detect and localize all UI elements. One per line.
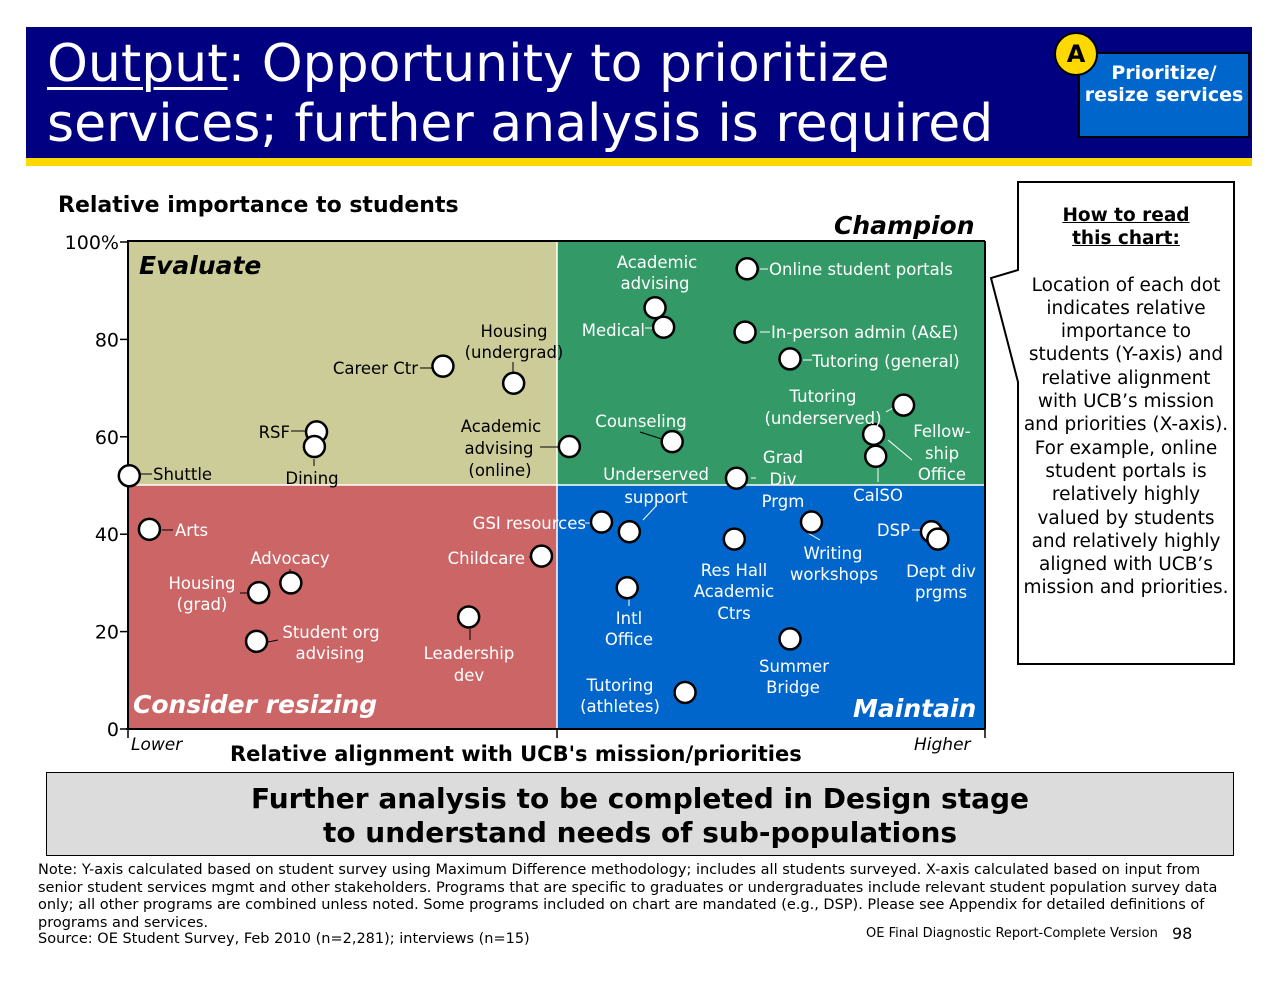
conclusion-line1: Further analysis to be completed in Design stage [250,782,1030,815]
conclusion-line2: to understand needs of sub-populations [322,816,958,849]
point-intl-office [617,577,638,598]
y-tick-label: 40 [94,524,119,547]
label-portals: Online student portals [769,260,953,279]
label-fellow-1: Fellow- [913,422,971,441]
label-graddiv-1: Grad [762,448,804,467]
label-underserved-2: support [624,488,688,507]
label-reshall-1: Res Hall [700,561,768,580]
label-underserved-1: Underserved [603,465,709,484]
point-res-hall-academic-ctrs [724,529,745,550]
label-calso: CalSO [853,486,903,505]
howto-text [1020,204,1232,600]
label-aa-online-1: Academic [460,417,542,436]
label-intl-1: Intl [615,609,643,628]
point-dining [304,436,325,457]
x-axis-high-label: Higher [914,735,971,755]
point-housing-undergrad [503,373,524,394]
point-leadership-dev [458,606,479,627]
label-tutoring-gen: Tutoring (general) [812,352,960,371]
label-housing-grad-1: Housing [168,574,236,593]
point-in-person-admin-a-e [735,322,756,343]
point-dept-div-prgms [927,529,948,550]
point-advocacy [280,572,301,593]
howto-title-line2: this chart: [1072,228,1180,250]
howto-title-line1: How to read [1062,205,1190,226]
howto-title [1020,204,1232,251]
point-tutoring-athletes [675,682,696,703]
label-advocacy: Advocacy [250,549,330,568]
label-dining: Dining [285,469,339,488]
label-studentorg-2: advising [295,644,365,663]
point-career-ctr [432,356,453,377]
label-gsi: GSI resources [472,514,586,533]
quadrant-label-evaluate: Evaluate [139,251,262,280]
quadrant-label-resize: Consider resizing [133,690,378,719]
page-number: 98 [1172,924,1193,943]
title-underlined: Output [47,34,228,94]
source-note: Source: OE Student Survey, Feb 2010 (n=2,281); interviews (n=15) [38,931,530,947]
label-career: Career Ctr [332,359,418,378]
label-rsf: RSF [258,423,290,442]
badge-a: A [1054,32,1098,76]
point-gsi-resources [591,512,612,533]
label-aa-online-2: advising [464,439,534,458]
point-tutoring-underserved [893,395,914,416]
label-fellow-3: Office [917,465,967,484]
label-tutoring-und-2: (underserved) [764,409,882,428]
point-academic-advising [645,297,666,318]
label-tutoring-ath-1: Tutoring [586,676,654,695]
label-graddiv-2: Div [769,470,797,489]
label-leadership-1: Leadership [423,644,515,663]
howto-body: Location of each dot indicates relative importance to students (Y-axis) and relative alignment with UCB’s mission and priorities (X-axis). For example, online student portals is relatively highly valued by students and relatively highly aligned with UCB’s mission and priorities. [1023,274,1229,599]
label-reshall-3: Ctrs [717,604,751,623]
label-dsp: DSP [876,521,910,540]
point-academic-advising-online [559,436,580,457]
label-childcare: Childcare [447,549,525,568]
footnote: Note: Y-axis calculated based on student survey using Maximum Difference methodology; includes all students surveyed. X-axis calculated based on input from senior student services mgmt and other stakeholders. Programs that are specific to graduates or undergraduates include relevant student population survey data only; all other programs are combined unless noted. Some programs included on chart are mandated (e.g., DSP). Please see Appendix for detailed definitions of programs and services. [38,862,1218,931]
point-arts [139,519,160,540]
label-aa-2: advising [620,274,690,293]
point-online-student-portals [737,258,758,279]
conclusion-box [46,772,1234,856]
point-underserved-support [619,521,640,542]
y-tick-label: 60 [94,426,119,449]
point-summer-bridge [780,628,801,649]
y-axis-title: Relative importance to students [58,193,459,218]
label-studentorg-1: Student org [282,623,380,642]
point-grad-div-prgm [726,468,747,489]
label-inperson: In-person admin (A&E) [771,323,959,342]
label-aa-online-3: (online) [468,461,532,480]
label-counseling: Counseling [595,412,687,431]
y-tick-label: 0 [106,719,119,741]
point-tutoring-general [780,348,801,369]
label-tutoring-und-1: Tutoring [789,387,857,406]
label-writing-2: workshops [789,565,879,584]
x-axis-low-label: Lower [131,735,183,755]
label-arts: Arts [175,521,209,540]
label-aa-1: Academic [616,253,698,272]
label-housing-grad-2: (grad) [176,595,228,614]
label-medical: Medical [581,321,645,340]
label-fellow-2: ship [924,444,960,463]
point-childcare [531,546,552,567]
label-shuttle: Shuttle [153,465,213,484]
label-deptdiv-1: Dept div [906,562,976,581]
label-intl-2: Office [604,630,654,649]
point-student-org-advising [246,631,267,652]
label-reshall-2: Academic [693,582,775,601]
quadrant-label-maintain: Maintain [853,694,977,723]
y-tick-label: 20 [94,621,119,644]
label-summer-2: Bridge [766,678,820,697]
label-leadership-2: dev [453,666,485,685]
point-shuttle [119,465,140,486]
title-rest: : Opportunity to prioritize services; further analysis is required [47,34,994,154]
label-tutoring-ath-2: (athletes) [580,697,660,716]
point-housing-grad [248,582,269,603]
point-medical [653,317,674,338]
x-axis-title: Relative alignment with UCB's mission/priorities [230,742,802,766]
point-writing-workshops [801,512,822,533]
y-tick-label: 80 [94,329,119,352]
label-deptdiv-2: prgms [914,583,968,602]
label-housing-ug-2: (undergrad) [464,343,564,362]
label-writing-1: Writing [803,544,863,563]
point-calso [865,446,886,467]
prioritize-box: Prioritize/ resize services [1078,52,1250,138]
y-tick-label: 100% [64,232,119,254]
footer-text: OE Final Diagnostic Report-Complete Version [866,926,1158,941]
quadrant-label-champion: Champion [834,211,975,240]
point-counseling [662,431,683,452]
label-housing-ug-1: Housing [480,322,548,341]
label-graddiv-3: Prgm [761,492,805,511]
label-summer-1: Summer [758,657,830,676]
